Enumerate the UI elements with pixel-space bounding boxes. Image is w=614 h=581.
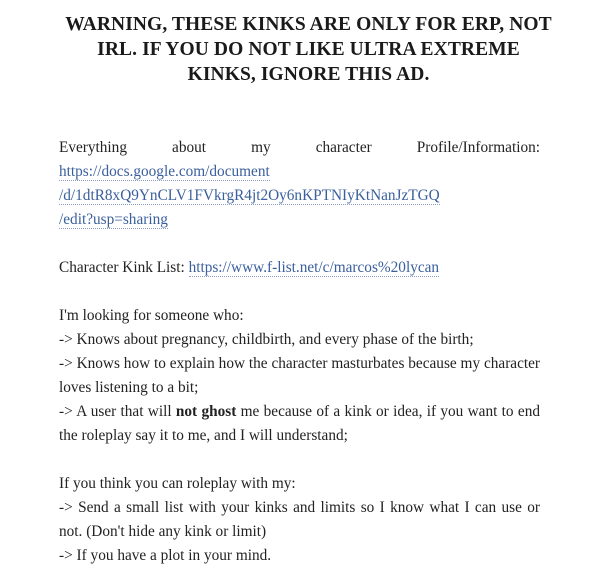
looking-for-intro: I'm looking for someone who: [59,307,244,324]
roleplay-intro: If you think you can roleplay with my: [59,475,296,492]
roleplay-item-1: -> Send a small list with your kinks and limits so I know what I can use or not. (Don't hide any kink or limit) [59,499,540,540]
kink-list-label: Character Kink List: [59,259,189,276]
warning-line-2: IRL. IF YOU DO NOT LIKE ULTRA EXTREME [97,39,520,60]
looking-for-item-2: -> Knows how to explain how the character masturbates because my character loves listening to a bit; [59,355,540,396]
kink-list-section [59,256,540,280]
warning-line-3: KINKS, IGNORE THIS AD. [187,64,430,85]
looking-for-item-3 [59,400,540,448]
item-3-text-start: -> A user that will [59,403,176,420]
ad-body [59,136,540,568]
item-3-bold-text: not ghost [175,403,237,420]
looking-for-item-1: -> Knows about pregnancy, childbirth, and every phase of the birth; [59,331,474,348]
looking-for-section [59,304,540,448]
profile-link-part-2: /d/1dtR8xQ9YnCLV1FVkrgR4jt2Oy6nKPTNIyKtNanJzTGQ [59,187,440,204]
roleplay-item-2: -> If you have a plot in your mind. [59,547,272,564]
spacer [59,87,540,136]
warning-heading [59,12,552,87]
kink-list-link[interactable]: https://www.f-list.net/c/marcos%20lycan [188,259,440,276]
profile-label: Everything about my character Profile/Information: [59,139,540,156]
profile-link-part-3: /edit?usp=sharing [59,211,168,228]
profile-link-part-1: https://docs.google.com/document [59,163,270,180]
spacer [59,280,540,304]
profile-section [59,136,540,232]
warning-line-1: WARNING, THESE KINKS ARE ONLY FOR ERP, NOT [65,14,552,35]
spacer [59,448,540,472]
profile-link[interactable] [59,163,440,229]
item-3-text-end: me because of a kink or idea, if you want to end the roleplay say it to me, and I will understand; [59,403,540,444]
spacer [59,232,540,256]
roleplay-section [59,472,540,568]
